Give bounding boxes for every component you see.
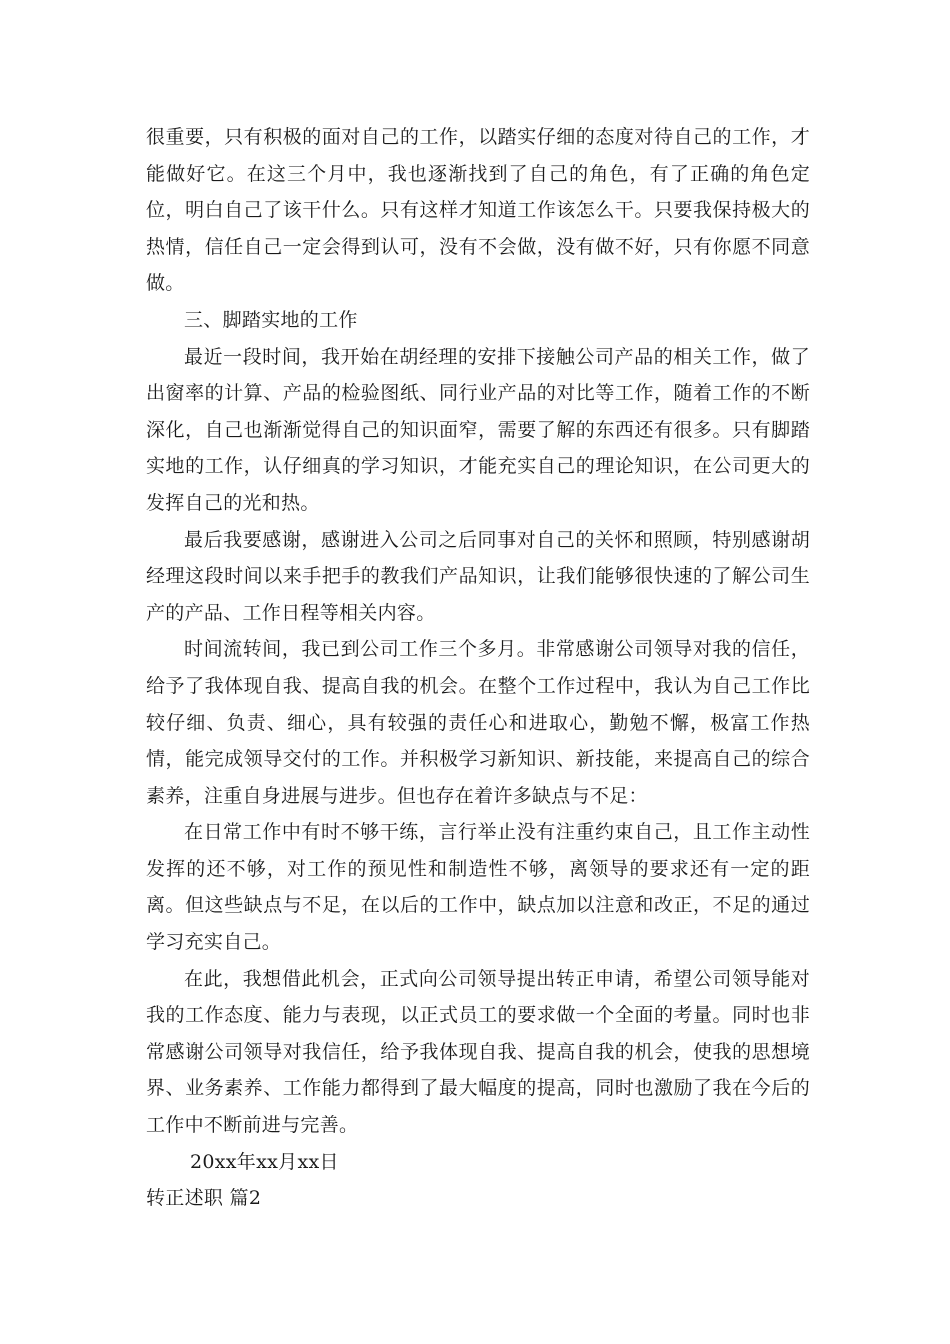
- section-title: 转正述职 篇2: [146, 1187, 262, 1210]
- document-page: [146, 119, 810, 1217]
- document-date: 20xx年xx月xx日: [190, 1150, 339, 1173]
- paragraph-0: 很重要，只有积极的面对自己的工作，以踏实仔细的态度对待自己的工作，才能做好它。在这三个月中，我也逐渐找到了自己的角色，有了正确的角色定位，明白自己了该干什么。只有这样才知道工作该怎么干。只要我保持极大的热情，信任自己一定会得到认可，没有不会做，没有做不好，只有你愿不同意做。: [146, 126, 810, 295]
- paragraph-2: 最近一段时间，我开始在胡经理的安排下接触公司产品的相关工作，做了出窗率的计算、产品的检验图纸、同行业产品的对比等工作，随着工作的不断深化，自己也渐渐觉得自己的知识面窄，需要了解的东西还有很多。只有脚踏实地的工作，认仔细真的学习知识，才能充实自己的理论知识，在公司更大的发挥自己的光和热。: [146, 345, 810, 514]
- paragraph-5: 在日常工作中有时不够干练，言行举止没有注重约束自己，且工作主动性发挥的还不够，对工作的预见性和制造性不够，离领导的要求还有一定的距离。但这些缺点与不足，在以后的工作中，缺点加以注意和改正，不足的通过学习充实自己。: [146, 821, 810, 954]
- paragraph-3: 最后我要感谢，感谢进入公司之后同事对自己的关怀和照顾，特别感谢胡经理这段时间以来手把手的教我们产品知识，让我们能够很快速的了解公司生产的产品、工作日程等相关内容。: [146, 528, 810, 624]
- subheading-down-to-earth-work: 三、脚踏实地的工作: [184, 308, 358, 331]
- paragraph-4: 时间流转间，我已到公司工作三个多月。非常感谢公司领导对我的信任，给予了我体现自我、提高自我的机会。在整个工作过程中，我认为自己工作比较仔细、负责、细心，具有较强的责任心和进取心，勤勉不懈，极富工作热情，能完成领导交付的工作。并积极学习新知识、新技能，来提高自己的综合素养，注重自身进展与进步。但也存在着许多缺点与不足：: [146, 638, 810, 807]
- paragraph-6: 在此，我想借此机会，正式向公司领导提出转正申请，希望公司领导能对我的工作态度、能力与表现，以正式员工的要求做一个全面的考量。同时也非常感谢公司领导对我信任，给予我体现自我、提高自我的机会，使我的思想境界、业务素养、工作能力都得到了最大幅度的提高，同时也激励了我在今后的工作中不断前进与完善。: [146, 967, 810, 1137]
